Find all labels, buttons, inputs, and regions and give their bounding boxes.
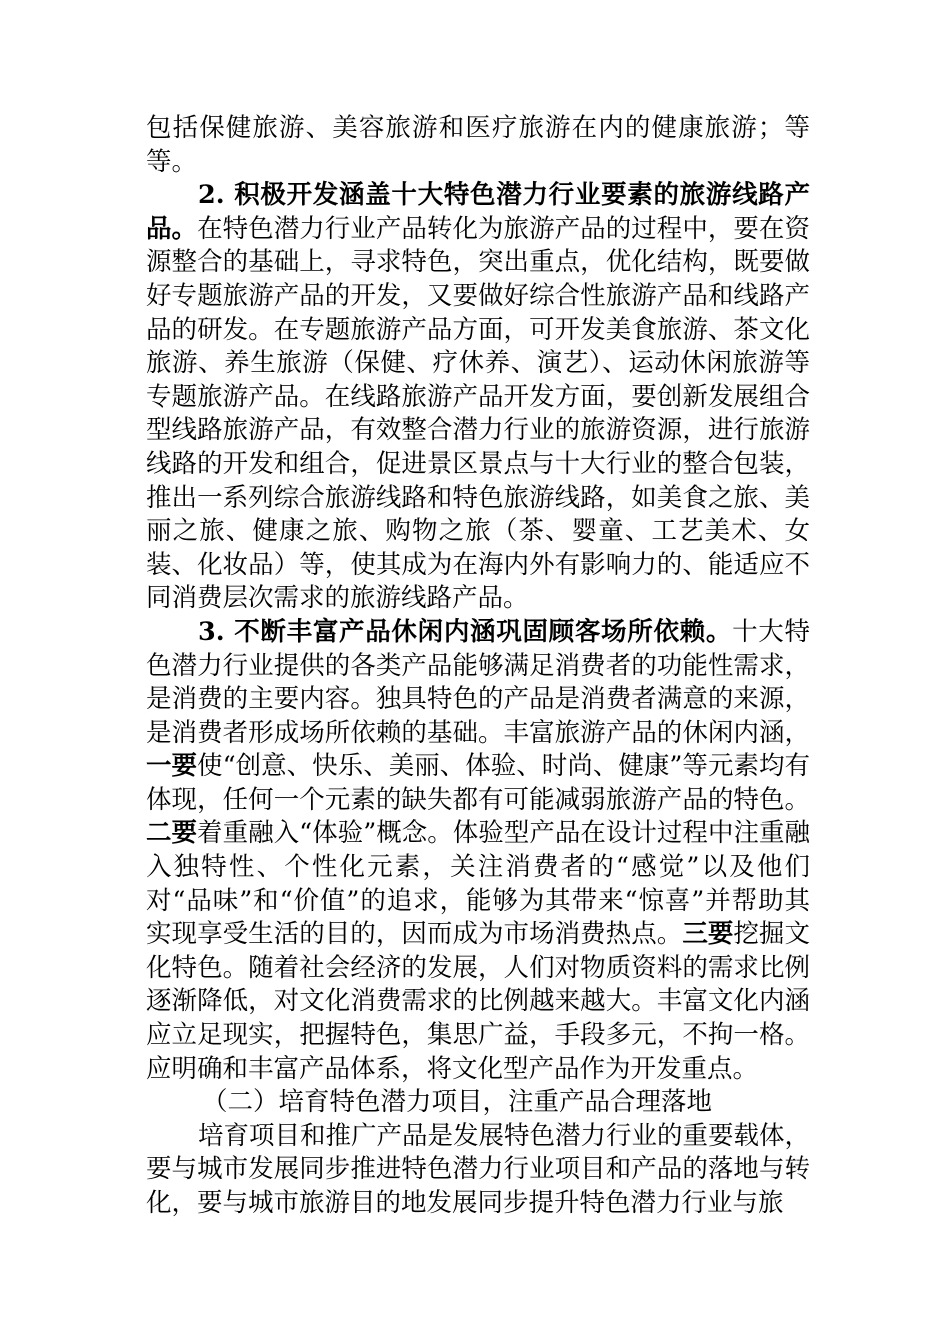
item-2-heading: 2. 积极开发涵盖十大特色潜力行业要素的旅游线路产品。 <box>146 180 810 244</box>
item-3-key-2: 二要 <box>146 818 198 849</box>
item-3-heading: 3. 不断丰富产品休闲内涵巩固顾客场所依赖。 <box>198 616 733 647</box>
document-page <box>146 112 810 1221</box>
item-3-body-1: 十大特色潜力行业提供的各类产品能够满足消费者的功能性需求，是消费的主要内容。独具特色的产品是消费者满意的来源，是消费者形成场所依赖的基础。丰富旅游产品的休闲内涵， <box>146 616 810 748</box>
paragraph-top: 包括保健旅游、美容旅游和医疗旅游在内的健康旅游；等等。 <box>146 113 810 177</box>
item-3-body-4: 挖掘文化特色。随着社会经济的发展，人们对物质资料的需求比例逐渐降低，对文化消费需求的比例越来越大。丰富文化内涵应立足现实，把握特色，集思广益，手段多元，不拘一格。应明确和丰富产品体系，将文化型产品作为开发重点。 <box>146 919 810 1084</box>
paragraph-item-3 <box>146 616 810 1086</box>
paragraph-last: 培育项目和推广产品是发展特色潜力行业的重要载体，要与城市发展同步推进特色潜力行业项目和产品的落地与转化，要与城市旅游目的地发展同步提升特色潜力行业与旅 <box>146 1120 811 1218</box>
section-2-heading: （二）培育特色潜力项目，注重产品合理落地 <box>202 1087 713 1118</box>
paragraph-item-2 <box>146 179 810 616</box>
item-3-key-1: 一要 <box>146 751 198 782</box>
item-3-body-3: 着重融入“体验”概念。体验型产品在设计过程中注重融入独特性、个性化元素，关注消费者的“感觉”以及他们对“品味”和“价值”的追求，能够为其带来“惊喜”并帮助其实现享受生活的目的，因而成为市场消费热点。 <box>146 818 810 950</box>
item-2-body: 在特色潜力行业产品转化为旅游产品的过程中，要在资源整合的基础上，寻求特色，突出重点，优化结构，既要做好专题旅游产品的开发，又要做好综合性旅游产品和线路产品的研发。在专题旅游产品方面，可开发美食旅游、茶文化旅游、养生旅游（保健、疗休养、演艺）、运动休闲旅游等专题旅游产品。在线路旅游产品开发方面，要创新发展组合型线路旅游产品，有效整合潜力行业的旅游资源，进行旅游线路的开发和组合，促进景区景点与十大行业的整合包装，推出一系列综合旅游线路和特色旅游线路，如美食之旅、美丽之旅、健康之旅、购物之旅（茶、婴童、工艺美术、女装、化妆品）等，使其成为在海内外有影响力的、能适应不同消费层次需求的旅游线路产品。 <box>146 213 810 614</box>
item-3-key-3: 三要 <box>682 919 734 950</box>
item-3-body-2: 使“创意、快乐、美丽、体验、时尚、健康”等元素均有体现，任何一个元素的缺失都有可能减弱旅游产品的特色。 <box>146 751 810 815</box>
